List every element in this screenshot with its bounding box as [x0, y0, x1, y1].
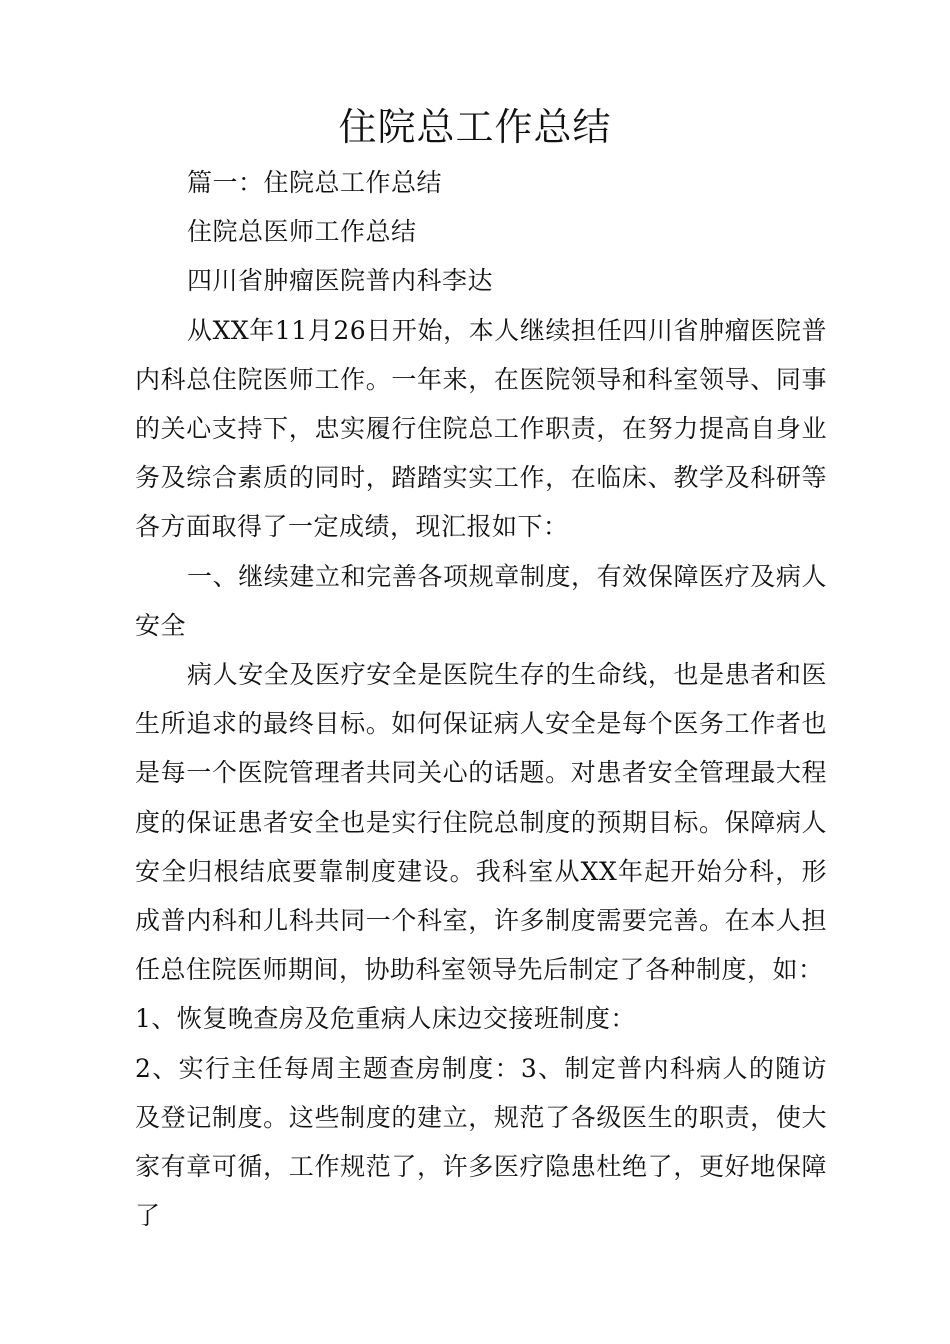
- paragraph-section-heading: 篇一：住院总工作总结: [187, 168, 443, 197]
- paragraph-item-two: 2、实行主任每周主题查房制度：3、制定普内科病人的随访及登记制度。这些制度的建立，规范了各级医生的职责，使大家有章可循，工作规范了，许多医疗隐患杜绝了，更好地保障了: [135, 1053, 827, 1231]
- document-body: [135, 158, 827, 1240]
- paragraph-author: 四川省肿瘤医院普内科李达: [187, 266, 494, 296]
- paragraph-safety: 病人安全及医疗安全是医院生存的生命线，也是患者和医生所追求的最终目标。如何保证病人安全是每个医务工作者也是每一个医院管理者共同关心的话题。对患者安全管理最大程度的保证患者安全也是实行住院总制度的预期目标。保障病人安全归根结底要靠制度建设。我科室从XX年起开始分科，形成普内科和儿科共同一个科室，许多制度需要完善。在本人担任总住院医师期间，协助科室领导先后制定了各种制度，如：: [135, 660, 827, 985]
- paragraph-item-one: 1、恢复晚查房及危重病人床边交接班制度：: [135, 1004, 636, 1034]
- paragraph-heading-one: 一、继续建立和完善各项规章制度，有效保障医疗及病人安全: [135, 561, 827, 640]
- paragraph-subtitle: 住院总医师工作总结: [187, 217, 417, 247]
- paragraph-intro: 从XX年11月26日开始，本人继续担任四川省肿瘤医院普内科总住院医师工作。一年来，在医院领导和科室领导、同事的关心支持下，忠实履行住院总工作职责，在努力提高自身业务及综合素质的同时，踏踏实实工作，在临床、教学及科研等各方面取得了一定成绩，现汇报如下：: [135, 315, 827, 542]
- document-title: 住院总工作总结: [338, 105, 612, 149]
